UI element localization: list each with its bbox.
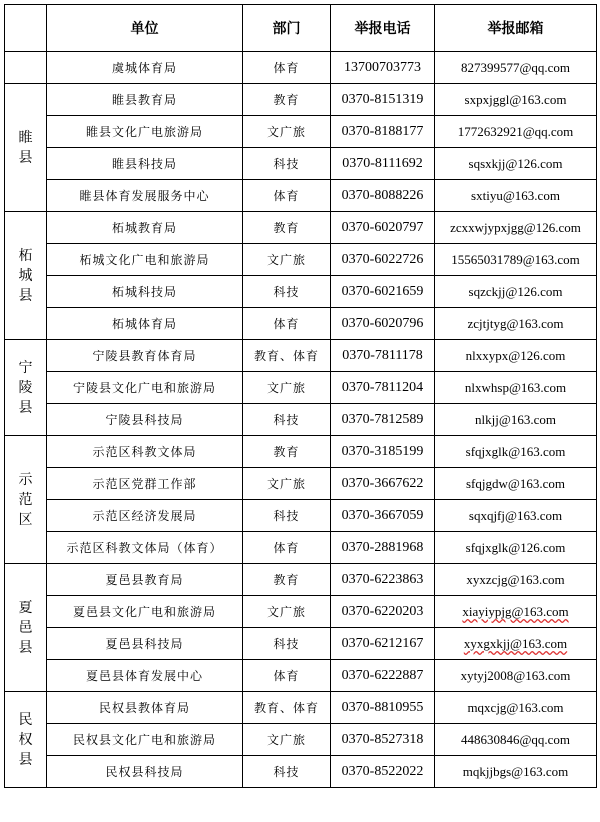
table-row [5, 564, 597, 596]
table-row [5, 340, 597, 372]
department-cell: 文广旅 [243, 372, 331, 404]
region-label: 夏邑县 [18, 599, 33, 656]
email-cell: sqzckjj@126.com [435, 276, 597, 308]
phone-cell: 0370-6220203 [331, 596, 435, 628]
department-cell: 教育、体育 [243, 692, 331, 724]
department-cell: 科技 [243, 756, 331, 788]
email-cell: mqxcjg@163.com [435, 692, 597, 724]
phone-cell: 0370-8088226 [331, 180, 435, 212]
report-contact-table [4, 4, 597, 788]
table-row [5, 724, 597, 756]
region-label: 宁陵县 [18, 359, 33, 416]
email-cell: zcxxwjypxjgg@126.com [435, 212, 597, 244]
email-cell: 827399577@qq.com [435, 52, 597, 84]
phone-cell: 0370-3667059 [331, 500, 435, 532]
email-cell: sxpxjggl@163.com [435, 84, 597, 116]
region-cell [5, 84, 47, 212]
region-label: 柘城县 [18, 247, 33, 304]
email-cell: zcjtjtyg@163.com [435, 308, 597, 340]
phone-cell: 0370-6222887 [331, 660, 435, 692]
unit-cell: 睢县文化广电旅游局 [47, 116, 243, 148]
region-cell [5, 564, 47, 692]
department-cell: 教育 [243, 84, 331, 116]
phone-cell: 0370-7811178 [331, 340, 435, 372]
table-row [5, 116, 597, 148]
unit-cell: 示范区科教文体局（体育） [47, 532, 243, 564]
unit-cell: 柘城科技局 [47, 276, 243, 308]
unit-cell: 夏邑县科技局 [47, 628, 243, 660]
table-row [5, 500, 597, 532]
email-cell: 448630846@qq.com [435, 724, 597, 756]
department-cell: 体育 [243, 308, 331, 340]
unit-cell: 柘城体育局 [47, 308, 243, 340]
unit-cell: 宁陵县教育体育局 [47, 340, 243, 372]
unit-cell: 民权县科技局 [47, 756, 243, 788]
header-email: 举报邮箱 [435, 5, 597, 52]
table-row [5, 212, 597, 244]
region-cell [5, 340, 47, 436]
table-row [5, 276, 597, 308]
unit-cell: 夏邑县教育局 [47, 564, 243, 596]
table-row [5, 148, 597, 180]
department-cell: 科技 [243, 148, 331, 180]
header-department: 部门 [243, 5, 331, 52]
department-cell: 文广旅 [243, 468, 331, 500]
phone-cell: 0370-6020796 [331, 308, 435, 340]
table-body [5, 52, 597, 788]
department-cell: 文广旅 [243, 596, 331, 628]
phone-cell: 0370-3667622 [331, 468, 435, 500]
phone-cell: 13700703773 [331, 52, 435, 84]
email-cell: 1772632921@qq.com [435, 116, 597, 148]
table-row [5, 692, 597, 724]
phone-cell: 0370-6022726 [331, 244, 435, 276]
unit-cell: 夏邑县体育发展中心 [47, 660, 243, 692]
department-cell: 科技 [243, 628, 331, 660]
department-cell: 教育 [243, 212, 331, 244]
department-cell: 体育 [243, 52, 331, 84]
phone-cell: 0370-6021659 [331, 276, 435, 308]
phone-cell: 0370-7811204 [331, 372, 435, 404]
email-cell: sqsxkjj@126.com [435, 148, 597, 180]
phone-cell: 0370-3185199 [331, 436, 435, 468]
table-row [5, 84, 597, 116]
unit-cell: 示范区科教文体局 [47, 436, 243, 468]
region-label: 示范区 [18, 471, 33, 528]
table-row [5, 244, 597, 276]
header-unit: 单位 [47, 5, 243, 52]
phone-cell: 0370-6212167 [331, 628, 435, 660]
phone-cell: 0370-8111692 [331, 148, 435, 180]
email-cell: xytyj2008@163.com [435, 660, 597, 692]
unit-cell: 睢县体育发展服务中心 [47, 180, 243, 212]
email-text: xiayiypjg@163.com [462, 604, 569, 619]
unit-cell: 宁陵县文化广电和旅游局 [47, 372, 243, 404]
department-cell: 体育 [243, 180, 331, 212]
unit-cell: 夏邑县文化广电和旅游局 [47, 596, 243, 628]
email-cell: sxtiyu@163.com [435, 180, 597, 212]
department-cell: 教育、体育 [243, 340, 331, 372]
email-cell: nlxxypx@126.com [435, 340, 597, 372]
department-cell: 科技 [243, 276, 331, 308]
email-cell: sfqjgdw@163.com [435, 468, 597, 500]
table-row [5, 596, 597, 628]
table-row [5, 468, 597, 500]
table-row [5, 404, 597, 436]
department-cell: 文广旅 [243, 244, 331, 276]
region-label: 民权县 [18, 711, 33, 768]
unit-cell: 睢县科技局 [47, 148, 243, 180]
phone-cell: 0370-6020797 [331, 212, 435, 244]
department-cell: 体育 [243, 660, 331, 692]
department-cell: 体育 [243, 532, 331, 564]
department-cell: 科技 [243, 500, 331, 532]
table-row [5, 532, 597, 564]
table-row [5, 52, 597, 84]
email-cell: sqxqjfj@163.com [435, 500, 597, 532]
unit-cell: 柘城文化广电和旅游局 [47, 244, 243, 276]
email-cell: mqkjjbgs@163.com [435, 756, 597, 788]
email-text: xyxgxkjj@163.com [463, 636, 568, 651]
unit-cell: 示范区经济发展局 [47, 500, 243, 532]
email-cell: nlxwhsp@163.com [435, 372, 597, 404]
phone-cell: 0370-8188177 [331, 116, 435, 148]
unit-cell: 示范区党群工作部 [47, 468, 243, 500]
phone-cell: 0370-7812589 [331, 404, 435, 436]
department-cell: 教育 [243, 564, 331, 596]
table-row [5, 660, 597, 692]
unit-cell: 宁陵县科技局 [47, 404, 243, 436]
department-cell: 科技 [243, 404, 331, 436]
email-cell: xyxzcjg@163.com [435, 564, 597, 596]
phone-cell: 0370-8151319 [331, 84, 435, 116]
email-cell [435, 596, 597, 628]
department-cell: 教育 [243, 436, 331, 468]
phone-cell: 0370-6223863 [331, 564, 435, 596]
region-cell [5, 212, 47, 340]
table-row [5, 308, 597, 340]
table-row [5, 372, 597, 404]
table-row [5, 628, 597, 660]
email-cell: sfqjxglk@163.com [435, 436, 597, 468]
phone-cell: 0370-8527318 [331, 724, 435, 756]
department-cell: 文广旅 [243, 724, 331, 756]
table-row [5, 756, 597, 788]
unit-cell: 虞城体育局 [47, 52, 243, 84]
header-region-blank [5, 5, 47, 52]
department-cell: 文广旅 [243, 116, 331, 148]
phone-cell: 0370-8810955 [331, 692, 435, 724]
table-row [5, 180, 597, 212]
region-cell [5, 436, 47, 564]
table-row [5, 436, 597, 468]
region-cell [5, 52, 47, 84]
email-cell: sfqjxglk@126.com [435, 532, 597, 564]
unit-cell: 民权县文化广电和旅游局 [47, 724, 243, 756]
region-label: 睢县 [18, 129, 33, 166]
unit-cell: 柘城教育局 [47, 212, 243, 244]
email-cell: 15565031789@163.com [435, 244, 597, 276]
phone-cell: 0370-8522022 [331, 756, 435, 788]
region-cell [5, 692, 47, 788]
unit-cell: 睢县教育局 [47, 84, 243, 116]
header-row [5, 5, 597, 52]
phone-cell: 0370-2881968 [331, 532, 435, 564]
email-cell [435, 628, 597, 660]
email-cell: nlkjj@163.com [435, 404, 597, 436]
unit-cell: 民权县教体育局 [47, 692, 243, 724]
header-phone: 举报电话 [331, 5, 435, 52]
